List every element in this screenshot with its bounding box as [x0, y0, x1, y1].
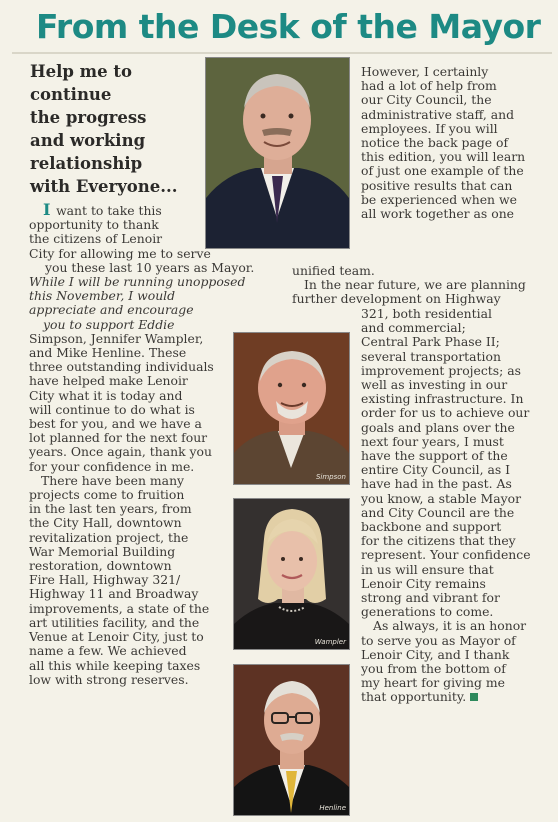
- left-text-content: you these last 10 years as Mayor.: [45, 259, 255, 275]
- masthead-title: From the Desk of the Mayor: [36, 7, 541, 46]
- subhead-line: and working: [30, 131, 146, 150]
- left-text-content: opportunity to thank: [29, 217, 159, 233]
- left-text-content: for your confidence in me.: [29, 458, 195, 474]
- left-text-line: [29, 247, 239, 261]
- left-text-line: [29, 630, 239, 644]
- left-text-content: will continue to do what is: [29, 401, 195, 417]
- right_bottom-line: goals and plans over the: [361, 419, 515, 435]
- right_top-line: administrative staff, and: [361, 106, 515, 122]
- right_top-line: employees. If you will: [361, 120, 498, 136]
- wide-text-band: [292, 264, 547, 307]
- left-text-content: revitalization project, the: [29, 529, 189, 545]
- right_bottom-line: represent. Your confidence: [361, 547, 531, 563]
- left-text-content: the citizens of Lenoir: [29, 231, 163, 247]
- subhead-line: Help me to: [30, 62, 132, 81]
- left-text-content: art utilities facility, and the: [29, 614, 200, 630]
- right_bottom-line: you know, a stable Mayor: [361, 490, 522, 506]
- right_bottom-line: several transportation: [361, 348, 501, 364]
- left-text-line: [29, 531, 239, 545]
- left-text-line: [29, 460, 239, 474]
- left-text-content: three outstanding individuals: [29, 359, 214, 375]
- subhead-line: the progress: [30, 108, 147, 127]
- right_bottom-line: and commercial;: [361, 320, 466, 336]
- right_top-line: our City Council, the: [361, 92, 492, 108]
- photo-credit-wampler: Wampler: [314, 638, 346, 646]
- left-text-content: City what it is today and: [29, 387, 183, 403]
- left-text-line: [29, 474, 239, 488]
- right_bottom-line: in us will ensure that: [361, 561, 494, 577]
- right_bottom-line: Lenoir City remains: [361, 575, 486, 591]
- left-text-content: low with strong reserves.: [29, 671, 189, 687]
- left-text-line: [29, 659, 239, 673]
- right_bottom-line: Central Park Phase II;: [361, 334, 500, 350]
- right_bottom-line: 321, both residential: [361, 306, 492, 321]
- right_bottom-line: order for us to achieve our: [361, 405, 530, 421]
- right_bottom-line: to serve you as Mayor of: [361, 632, 516, 648]
- left-text-line: [29, 318, 239, 332]
- right-column-lower-text: [361, 307, 551, 705]
- subhead-line: with Everyone...: [30, 177, 178, 196]
- left-text-content: this November, I would: [29, 288, 176, 304]
- left-text-line: [29, 346, 239, 360]
- article-subhead: [30, 60, 205, 198]
- left-text-content: best for you, and we have a: [29, 416, 202, 432]
- left-text-line: [29, 200, 239, 219]
- left-text-content: Fire Hall, Highway 321/: [29, 572, 181, 588]
- right_bottom-line: next four years, I must: [361, 433, 504, 449]
- right_bottom-line: have the support of the: [361, 448, 508, 464]
- left-text-line: [29, 274, 246, 290]
- left-text-content: you to support Eddie: [43, 316, 175, 332]
- left-text-line: [29, 289, 239, 303]
- right_bottom-line: improvement projects; as: [361, 362, 521, 378]
- left-text-line: [29, 644, 239, 658]
- right_top-line: this edition, you will learn: [361, 149, 526, 165]
- left-text-line: [29, 431, 239, 445]
- left-text-content: restoration, downtown: [29, 558, 172, 574]
- right_bottom-line: and City Council are the: [361, 504, 515, 520]
- left-text-content: Venue at Lenoir City, just to: [29, 629, 204, 645]
- simpson-portrait: [233, 332, 350, 485]
- wide-line: In the near future, we are planning: [304, 277, 526, 293]
- left-text-content: the City Hall, downtown: [29, 515, 182, 531]
- left-text-line: [29, 259, 255, 275]
- right_bottom-line: my heart for giving me: [361, 675, 505, 691]
- left-text-content: Simpson, Jennifer Wampler,: [29, 330, 204, 346]
- left-text-content: City for allowing me to serve: [29, 245, 211, 261]
- right_top-line: However, I certainly: [361, 64, 489, 79]
- henline-portrait: [233, 664, 350, 816]
- left-text-content: There have been many: [41, 472, 185, 488]
- wide-line: further development on Highway: [292, 291, 501, 307]
- left-text-line: [29, 673, 239, 687]
- right_bottom-line: strong and vibrant for: [361, 590, 500, 606]
- left-text-content: in the last ten years, from: [29, 501, 192, 517]
- left-text-line: [29, 545, 239, 559]
- left-text-line: [29, 360, 239, 374]
- right_top-line: all work together as one: [361, 206, 515, 222]
- drop-cap: I: [43, 200, 57, 219]
- left-text-content: projects come to fruition: [29, 487, 185, 503]
- right_bottom-line: As always, it is an honor: [373, 618, 527, 634]
- left-text-line: [29, 403, 239, 417]
- left-text-line: [29, 602, 239, 616]
- right_bottom-line: backbone and support: [361, 519, 502, 535]
- left-text-content: War Memorial Building: [29, 543, 176, 559]
- left-column-text: [29, 200, 255, 687]
- left-text-line: [29, 516, 239, 530]
- left-text-line: [29, 332, 239, 346]
- end-of-article-mark: [470, 693, 478, 701]
- left-text-line: [29, 616, 239, 630]
- right_bottom-line: have had in the past. As: [361, 476, 512, 492]
- left-text-content: name a few. We achieved: [29, 643, 187, 659]
- subhead-line: relationship: [30, 154, 143, 173]
- left-text-line: [29, 488, 239, 502]
- left-text-content: have helped make Lenoir: [29, 373, 188, 389]
- left-text-line: [29, 573, 239, 587]
- right_bottom-line: entire City Council, as I: [361, 462, 511, 478]
- right_bottom-line: well as investing in our: [361, 377, 508, 393]
- left-text-line: [29, 502, 239, 516]
- left-text-content: While I will be running unopposed: [29, 274, 246, 290]
- left-text-line: [29, 445, 239, 459]
- right_top-line: be experienced when we: [361, 191, 517, 207]
- left-text-content: years. Once again, thank you: [29, 444, 212, 460]
- right-column-upper-text: [361, 65, 551, 221]
- wampler-portrait: [233, 498, 350, 650]
- left-text-line: [29, 559, 239, 573]
- left-text-line: [29, 303, 239, 317]
- right_bottom-line: for the citizens that they: [361, 533, 516, 549]
- left-text-content: lot planned for the next four: [29, 430, 208, 446]
- wide-line: unified team.: [292, 263, 375, 278]
- left-text-line: [29, 389, 239, 403]
- right_bottom-line: existing infrastructure. In: [361, 391, 524, 407]
- left-text-line: [29, 587, 239, 601]
- left-text-content: and Mike Henline. These: [29, 345, 187, 361]
- subhead-line: continue: [30, 85, 112, 104]
- left-text-content: appreciate and encourage: [29, 302, 194, 318]
- photo-credit-henline: Henline: [319, 804, 346, 812]
- left-text-content: want to take this: [56, 203, 162, 218]
- right_top-line: notice the back page of: [361, 135, 509, 151]
- right_top-line: had a lot of help from: [361, 78, 497, 94]
- left-text-content: all this while keeping taxes: [29, 657, 201, 673]
- right_top-line: of just one example of the: [361, 163, 524, 179]
- right_bottom-line: that opportunity.: [361, 690, 551, 704]
- left-text-line: [29, 417, 239, 431]
- left-text-content: improvements, a state of the: [29, 600, 210, 616]
- right_bottom-line: generations to come.: [361, 604, 494, 620]
- left-text-content: Highway 11 and Broadway: [29, 586, 199, 602]
- left-text-line: [29, 374, 239, 388]
- photo-credit-simpson: Simpson: [315, 473, 346, 481]
- right_bottom-line: Lenoir City, and I thank: [361, 646, 510, 662]
- right_top-line: positive results that can: [361, 177, 513, 193]
- left-text-line: [29, 218, 239, 232]
- right_bottom-line: you from the bottom of: [361, 661, 506, 677]
- left-text-line: [29, 232, 239, 246]
